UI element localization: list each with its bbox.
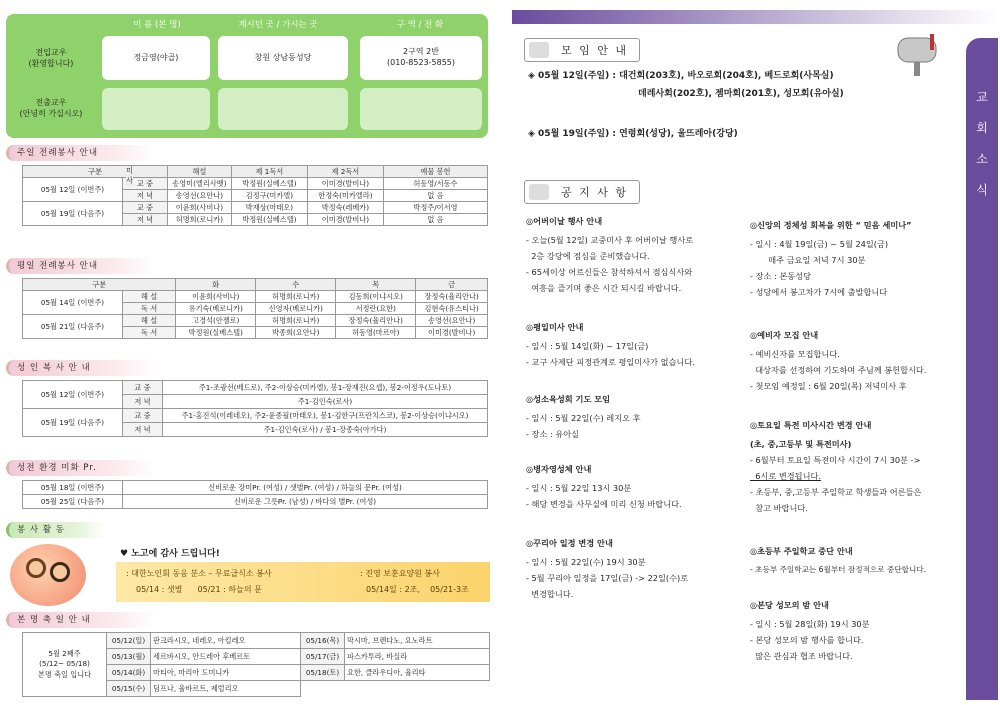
table-cell: 세르바시오, 안드레아 후베르토 (151, 649, 301, 665)
date-cell: 05월 18일 (이번주) (23, 481, 123, 495)
altar-section-title: 성 인 복 사 안 내 (6, 360, 156, 376)
table-cell: 파스카투라, 바실라 (345, 649, 490, 665)
table-cell: 주1-홍진석(이레네오), 주2-윤종필(마태오), 봉1-김한구(프란치스코), 봉2-이상승(이냐시오) (163, 409, 488, 423)
table-cell: 요한, 클라우디아, 율리타 (345, 665, 490, 681)
table-cell: 허명희(로니카) (167, 214, 231, 226)
cleaning-section-title: 성전 환경 미화 Pr. (6, 460, 156, 476)
date-cell: 05월 19일 (다음주) (23, 202, 123, 226)
col-header: 예물 봉헌 (383, 166, 487, 178)
notice-right-3: ◎초등부 주일학교 중단 안내 - 초등부 주일학교는 6월부터 잠정적으로 중단합니다. (750, 546, 927, 574)
role-cell: 해 설 (123, 291, 176, 303)
date-cell: 05월 19일 (다음주) (23, 409, 123, 437)
meetings-title-box (524, 38, 640, 62)
face-icon (50, 562, 70, 582)
meeting-2: ◈ 05월 19일(주일) : 연령회(성당), 울뜨레아(강당) (528, 129, 738, 139)
table-cell: 송영미(엘리사벳) (167, 178, 231, 190)
role-cell: 교 중 (123, 381, 163, 395)
notice-right-1: ◎예비자 모집 안내 - 예비신자를 모집합니다. 대상자를 선정하여 기도하며 주님께 봉헌합시다. - 첫모임 예정일 : 6월 20일(목) 저녁미사 후 (750, 330, 927, 391)
date-cell: 05월 12일 (이번주) (23, 178, 123, 202)
right-page (512, 10, 996, 700)
table-cell: 신비로운 그릇Pr. (남성) / 바다의 별Pr. (여성) (123, 495, 488, 509)
notice-right-2: ◎토요일 특전 미사시간 변경 안내 (초, 중,고등부 및 특전미사) - 6월부터 토요일 특전미사 시간이 7시 30분 -> 6시로 변경됩니다. - 초등부, 중,고등부 주일학교 학생들과 어른들은 참고 바랍니다. (750, 420, 922, 513)
col-header: 화 (176, 279, 256, 291)
side-char: 식 (976, 183, 988, 197)
table-cell: 송영선(요안나) (167, 190, 231, 202)
side-char: 회 (976, 121, 988, 135)
table-cell: 허동영/서동수 (383, 178, 487, 190)
meeting-1-cont: 데레사회(202호), 젬마회(201호), 성모회(유아실) (638, 89, 844, 99)
table-cell: 이윤희(사비나) (176, 291, 256, 303)
header-name: 이 름 (본 명) (133, 20, 181, 30)
table-cell: 박정원(실베스텔) (231, 214, 307, 226)
weekday-section-title: 평일 전례봉사 안내 (6, 258, 156, 274)
table-cell: 이윤희(사비나) (167, 202, 231, 214)
date-cell: 05월 12일 (이번주) (23, 381, 123, 409)
volunteer-box (8, 540, 488, 608)
date-cell: 05/14(화) (107, 665, 151, 681)
date-cell: 05/13(월) (107, 649, 151, 665)
table-cell: 신비로운 장미Pr. (여성) / 샛별Pr. (여성) / 하늘의 문Pr. (여성) (123, 481, 488, 495)
date-cell: 05/18(토) (301, 665, 345, 681)
sunday-table (22, 165, 488, 226)
date-cell: 05/15(수) (107, 681, 151, 697)
table-cell: 한정숙(미카엘라) (307, 190, 383, 202)
table-cell: 김현숙(유스티나) (416, 303, 488, 315)
table-cell: 박정원(실베스텔) (176, 327, 256, 339)
volunteer-item2: : 진영 보훈요양원 봉사 (360, 569, 440, 578)
notice-left-1: ◎평일미사 안내 - 일시 : 5월 14일(화) ~ 17일(금) - 교구 사제단 피정관계로 평일미사가 없습니다. (526, 322, 695, 367)
side-char: 교 (976, 90, 988, 104)
welcome-box (6, 14, 488, 138)
table-cell: 허동영(마르아) (336, 327, 416, 339)
table-cell: 이미경(발비나) (416, 327, 488, 339)
notice-left-4: ◎꾸리아 일정 변경 안내 - 일시 : 5월 22일(수) 19시 30분 - 5월 꾸리아 일정을 17일(금) -> 22일(수)로 변경합니다. (526, 538, 689, 599)
sunday-section-title: 주일 전례봉사 안내 (6, 145, 156, 161)
table-cell: 송영선(요안나) (416, 315, 488, 327)
welcome-out-label: 전출교우 (안녕히 가십시오) (19, 98, 83, 118)
role-cell: 저 녁 (123, 395, 163, 409)
person-icon (529, 42, 549, 58)
table-cell: 고경석(안젤로) (176, 315, 256, 327)
welcome-in-label: 전입교우 (환영합니다) (28, 48, 74, 68)
mass-cell: 교 중 (123, 202, 168, 214)
empty-cell (345, 681, 490, 697)
meeting-1: ◈ 05월 12일(주일) : 대건회(203호), 바오로회(204호), 베드로회(사목실) (528, 71, 834, 81)
notice-left-0: ◎어버이날 행사 안내 - 오늘(5월 12일) 교중미사 후 어버이날 행사로 2층 강당에 점심을 준비했습니다. - 65세이상 어르신들은 참석하셔서 점심식사와 여흥을 즐기며 좋은 시간 되시길 바랍니다. (526, 216, 694, 293)
col-header: 해설 (167, 166, 231, 178)
table-cell: 박정숙(레베카) (307, 202, 383, 214)
header-contact: 구 역 / 전 화 (396, 20, 444, 30)
header-place: 계시던 곳 / 가시는 곳 (238, 20, 318, 30)
meetings-title: 모 임 안 내 (561, 44, 628, 57)
date-cell: 05/12(일) (107, 633, 151, 649)
cleaning-table (22, 480, 488, 509)
volunteer-thanks: ♥ 노고에 감사 드립니다! (120, 549, 220, 559)
role-cell: 해 설 (123, 315, 176, 327)
volunteer-section-title: 봉 사 활 동 (6, 522, 106, 538)
table-cell: 장정숙(율리안나) (336, 315, 416, 327)
mass-cell: 저 녁 (123, 214, 168, 226)
person-icon (529, 184, 549, 200)
date-cell: 05월 21일 (다음주) (23, 315, 123, 339)
table-cell: 딤프나, 율바르트, 제럴리오 (151, 681, 301, 697)
mass-cell: 저 녁 (123, 190, 168, 202)
table-cell: 판크라시오, 네레오, 아킬레오 (151, 633, 301, 649)
table-cell: 마티아, 마리아 도미니카 (151, 665, 301, 681)
col-header: 수 (256, 279, 336, 291)
volunteer-item1: : 대한노인회 동음 분소 – 무료급식소 봉사 (126, 569, 272, 578)
date-cell: 05월 25일 (다음주) (23, 495, 123, 509)
table-cell: 김동희(이냐시오) (336, 291, 416, 303)
role-cell: 저 녁 (123, 423, 163, 437)
role-cell: 교 중 (123, 409, 163, 423)
volunteer-banner (116, 562, 490, 602)
col-header: 제 2독서 (307, 166, 383, 178)
table-cell: 장정숙(율리안나) (416, 291, 488, 303)
mailbox-icon (890, 32, 952, 78)
notice-left-3: ◎병자영성체 안내 - 일시 : 5월 22일 13시 30분 - 해당 변경을 사무실에 미리 신청 바랍니다. (526, 464, 682, 509)
table-cell: 박종희(요안나) (256, 327, 336, 339)
table-cell: 박재상(마태오) (231, 202, 307, 214)
role-cell: 독 서 (123, 303, 176, 315)
welcome-in-contact: 2구역 2반 (010-8523-5855) (360, 36, 482, 80)
side-char: 소 (976, 152, 988, 166)
notice-title-box (524, 180, 640, 204)
notice-right-4: ◎본당 성모의 밤 안내 - 일시 : 5월 28일(화) 19시 30분 - 본당 성모의 밤 행사를 합니다. 많은 관심과 협조 바랍니다. (750, 600, 870, 661)
feast-label: 5월 2째주 (5/12~ 05/18) 본명 축일 입니다 (23, 633, 107, 697)
table-cell: 주1-조광선(베드로), 주2-이상승(미카엘), 봉1-장재진(요셉), 봉2-이정우(도나토) (163, 381, 488, 395)
welcome-out-name (102, 88, 210, 130)
volunteer-illustration (10, 544, 86, 606)
date-cell: 05/17(금) (301, 649, 345, 665)
table-cell: 박정주/이서영 (383, 202, 487, 214)
table-cell: 김정구(미카엘) (231, 190, 307, 202)
mass-cell: 교 중 (123, 178, 168, 190)
notice-left-2: ◎성소육성회 기도 모임 - 일시 : 5월 22일(수) 레지오 후 - 장소 : 유아실 (526, 394, 641, 439)
volunteer-item2-detail: 05/14일 : 2조, 05/21-3조 (366, 585, 469, 594)
welcome-out-contact (360, 88, 482, 130)
weekday-table (22, 278, 488, 339)
table-cell: 허명희(로니카) (256, 315, 336, 327)
face-icon (26, 558, 46, 578)
welcome-in-name: 정금영(야곱) (102, 36, 210, 80)
col-header: 금 (416, 279, 488, 291)
table-cell: 주1-김인숙(로사) / 봉1-장종숙(아가다) (163, 423, 488, 437)
table-cell: 주1-김인숙(로사) (163, 395, 488, 409)
notice-title: 공 지 사 항 (561, 186, 628, 199)
table-cell: 막시마, 브렌다노, 요노라트 (345, 633, 490, 649)
notice-right-0: ◎신앙의 정체성 회복을 위한 “ 믿음 세미나” - 일시 : 4월 19일(금) ~ 5월 24일(금) 매주 금요일 저녁 7시 30분 - 장소 : 본동성당 - 성당에서 봉고차가 7시에 출발합니다 (750, 220, 912, 297)
date-cell: 05월 14일 (이번주) (23, 291, 123, 315)
feast-section-title: 본 명 축 일 안 내 (6, 612, 156, 628)
table-cell: 없 음 (383, 214, 487, 226)
welcome-in-place: 창원 상남동성당 (218, 36, 348, 80)
table-cell: 이미경(발비나) (307, 214, 383, 226)
feast-table (22, 632, 490, 697)
table-cell: 유기숙(베로니카) (176, 303, 256, 315)
col-header: 구분 (23, 166, 168, 178)
left-page: 이 름 (본 명) 계시던 곳 / 가시는 곳 구 역 / 전 화 전입교우 (환영합니다) 정금영(야곱) 창원 상남동성당 2구역 2반 (010-8523-5855) 전출교우 (안녕히 가십시오) 주일 전례봉사 안내 구분 해설 제 1독서 제 2독서 예물 봉헌 05월 12일 (이번주) 교 중 송영미(엘리사벳) 박정원(실베스텔) 이미경(발비나) 허동영/서동수 저 녁 송영선(요안나) 김정구(미카엘) 한정숙(미카엘라) 없 음 05월 19일 (다음주) 교 중 이윤희(사비나) 박재상(마태오) 박정숙(레베카) 박정주/이서영 저 녁 허명희(로니카) 박정원(실베스텔) 이미경(발비나) 없 음 미사 평일 전례봉사 안내 구분 화 수 목 금 05월 14일 (이번주) 해 설 이윤희(사비나) 허명희(로니카) 김동희(이냐시오) 장정숙(율리안나) 독 서 유기숙(베로니카) 신영자(베로니카) 서정란(요한) 김현숙(유스티나) 05월 21일 (다음주) 해 설 고경석(안젤로) 허명희(로니카) 장정숙(율리안나) 송영선(요안나) 독 서 박정원(실베스텔) 박종희(요안나) 허동영(마르아) 이미경(발비나) 성 인 복 사 안 내 05월 12일 (이번주) 교 중 주1-조광선(베드로), 주2-이상승(미카엘), 봉1-장재진(요셉), 봉2-이정우(도나토) 저 녁 주1-김인숙(로사) 05월 19일 (다음주) 교 중 주1-홍진석(이레네오), 주2-윤종필(마태오), 봉1-김한구(프란치스코), 봉2-이상승(이냐시오) 저 녁 주1-김인숙(로사) / 봉1-장종숙(아가다) 성전 환경 미화 Pr. 05월 18일 (이번주) 신비로운 장미Pr. (여성) / 샛별Pr. (여성) / 하늘의 문Pr. (여성) 05월 25일 (다음주) 신비로운 그릇Pr. (남성) / 바다의 별Pr. (여성) 봉 사 활 동 ♥ 노고에 감사 드립니다! : 대한노인회 동음 분소 – 무료급식소 봉사 05/14 : 샛별 05/21 : 하늘의 문 : 진영 보훈요양원 봉사 05/14일 : 2조, 05/21-3조 본 명 축 일 안 내 5월 2째주 (5/12~ 05/18) 본명 축일 입니다 05/12(일) 판크라시오, 네레오, 아킬레오 05/16(목) 막시마, 브렌다노, 요노라트 05/13(월) 세르바시오, 안드레아 후베르토 05/17(금) 파스카투라, 바실라 05/14(화) 마티아, 마리아 도미니카 05/18(토) 요한, 클라우디아, 율리타 05/15(수) 딤프나, 율바르트, 제럴리오 (6, 8, 490, 700)
top-band (512, 10, 998, 24)
table-cell: 허명희(로니카) (256, 291, 336, 303)
side-strip (966, 38, 998, 700)
col-header: 목 (336, 279, 416, 291)
date-cell: 05/16(목) (301, 633, 345, 649)
col-header: 구분 (23, 279, 176, 291)
table-cell: 이미경(발비나) (307, 178, 383, 190)
welcome-out-place (218, 88, 348, 130)
table-cell: 신영자(베로니카) (256, 303, 336, 315)
empty-cell (301, 681, 345, 697)
role-cell: 독 서 (123, 327, 176, 339)
table-cell: 서정란(요한) (336, 303, 416, 315)
table-cell: 없 음 (383, 190, 487, 202)
table-cell: 박정원(실베스텔) (231, 178, 307, 190)
col-header: 제 1독서 (231, 166, 307, 178)
volunteer-item1-detail: 05/14 : 샛별 05/21 : 하늘의 문 (136, 585, 262, 594)
altar-table (22, 380, 488, 437)
